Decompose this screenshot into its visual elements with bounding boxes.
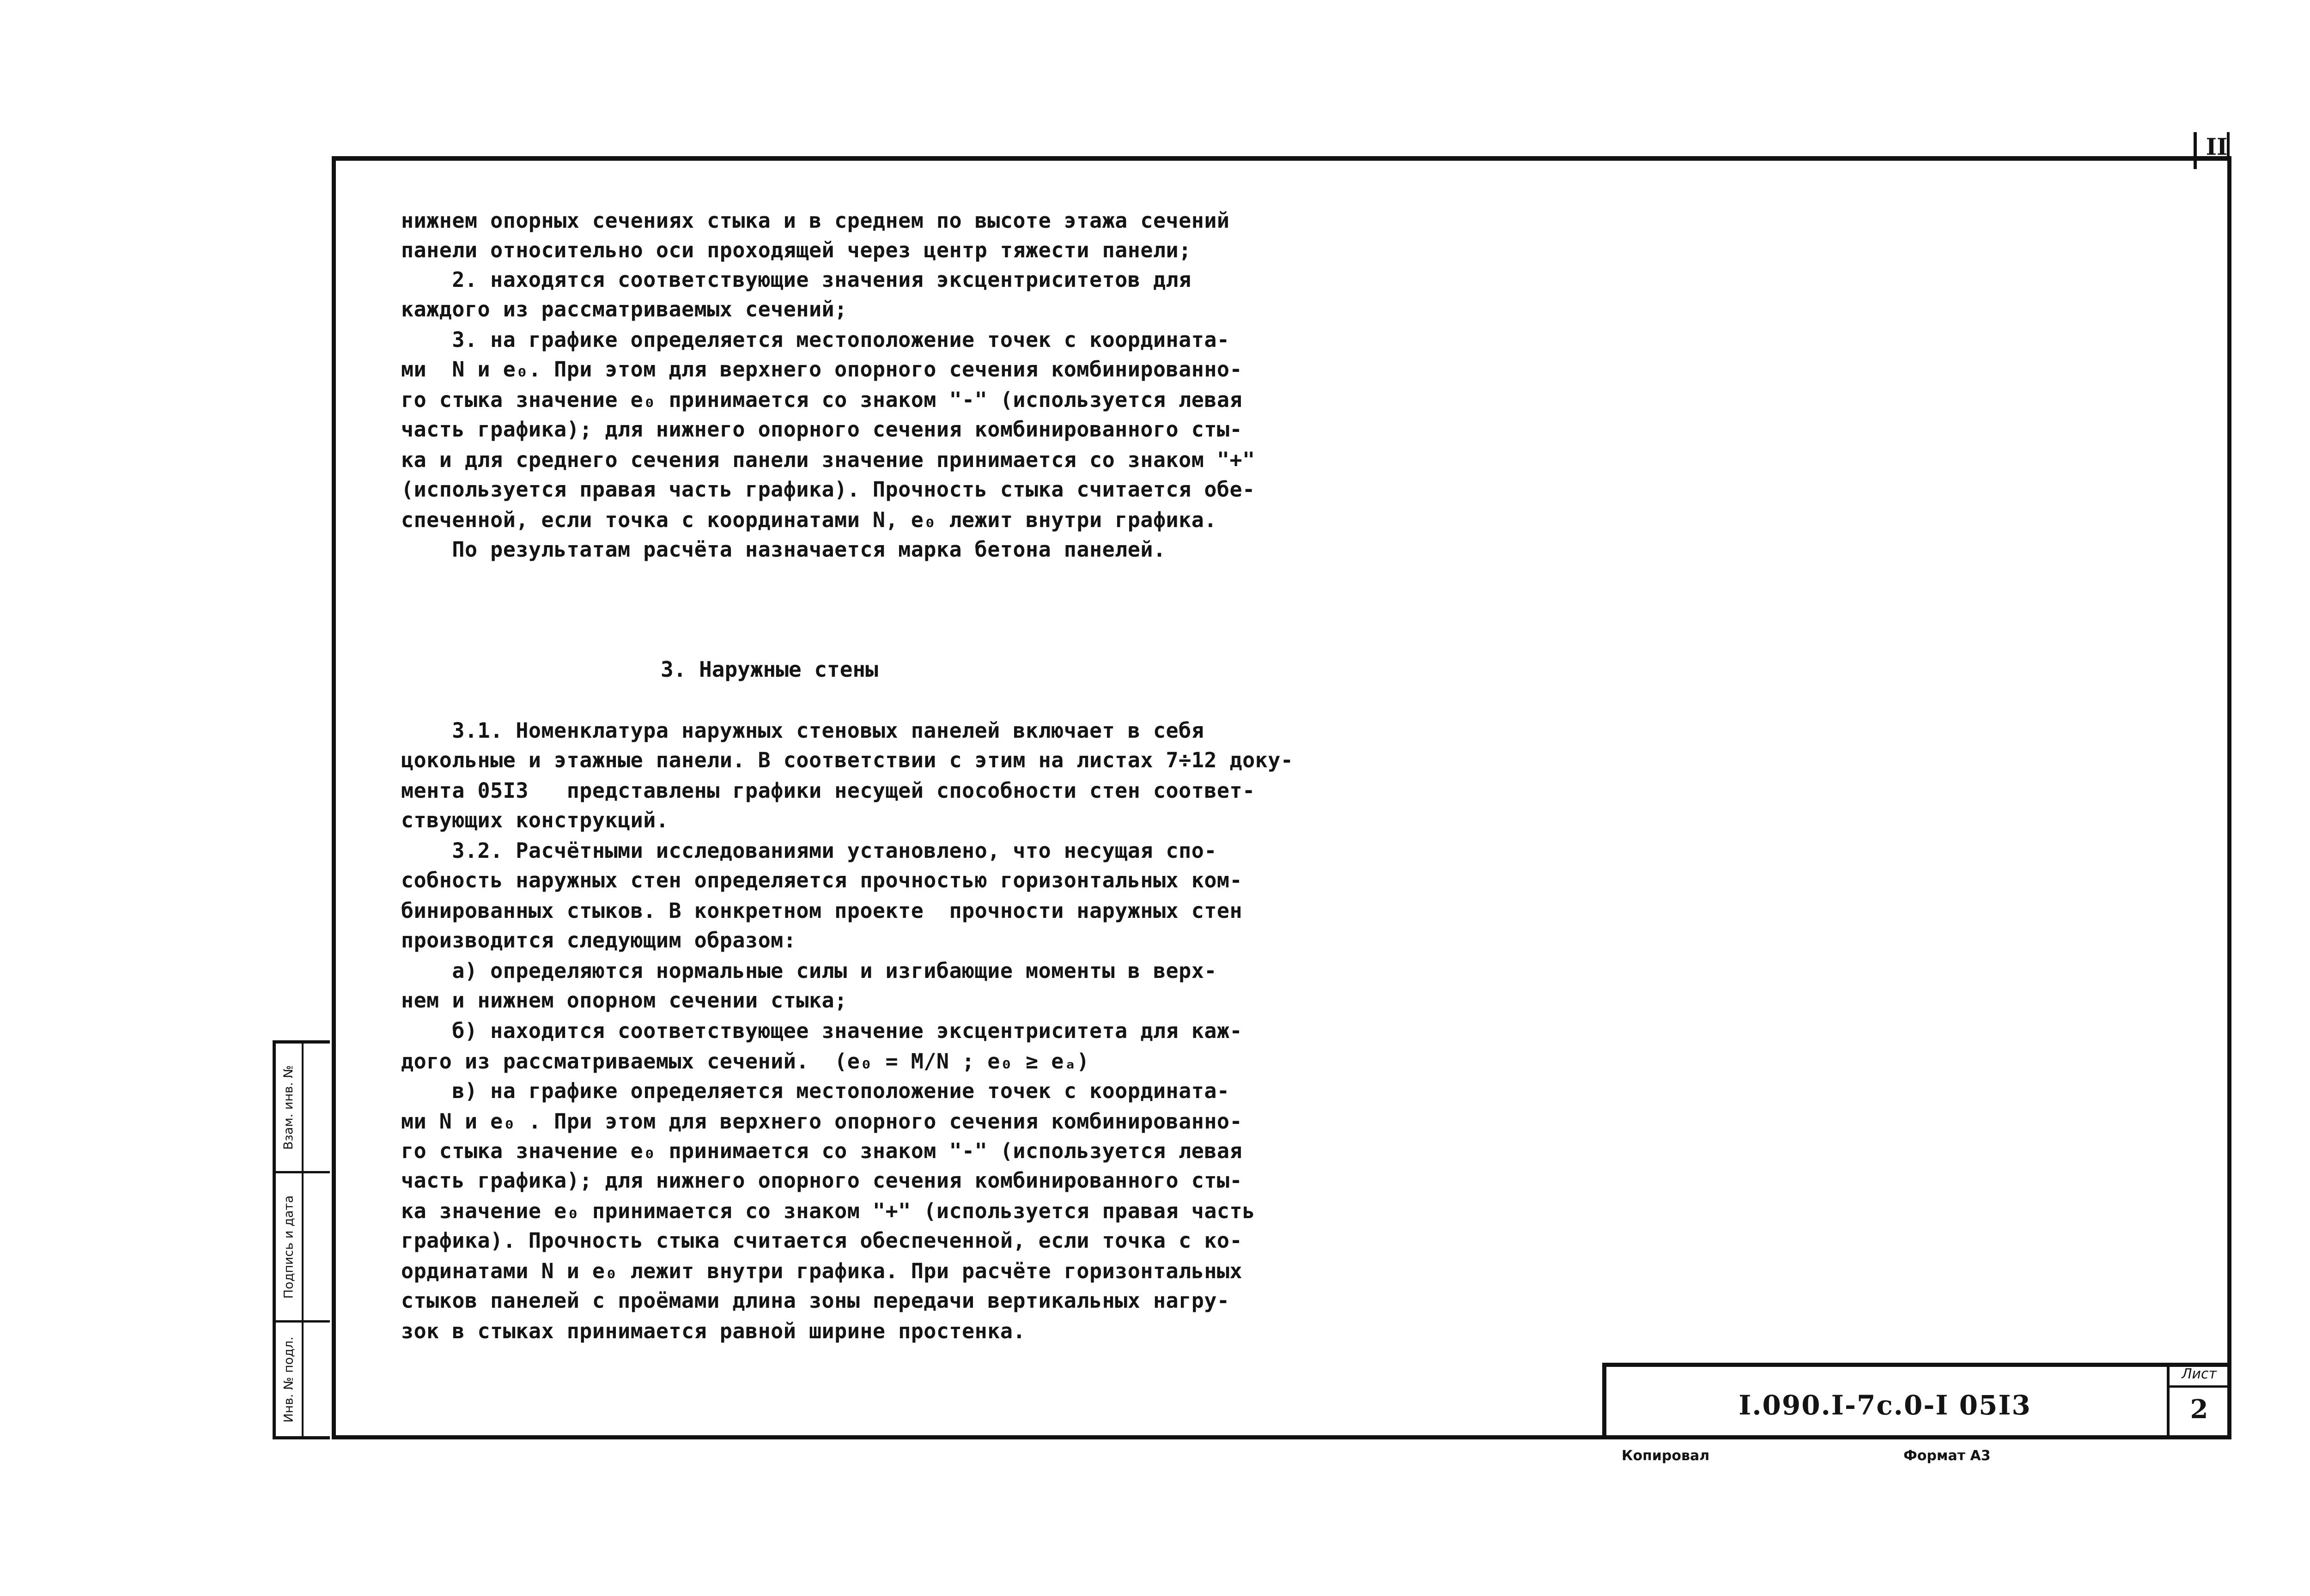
text-line: ординатами N и e₀ лежит внутри графика. При расчёте горизонтальных — [401, 1259, 1243, 1283]
text-line: (используется правая часть графика). Прочность стыка считается обе- — [401, 477, 1255, 502]
text-line: По результатам расчёта назначается марка бетона панелей. — [401, 537, 1166, 562]
text-line: го стыка значение e₀ принимается со знаком "-" (используется левая — [401, 1139, 1243, 1163]
stamp-cell-vzam — [276, 1044, 330, 1173]
text-line: 3. на графике определяется местоположение точек с координата- — [401, 328, 1230, 352]
text-line: часть графика); для нижнего опорного сечения комбинированного сты- — [401, 417, 1243, 442]
text-line: каждого из рассматриваемых сечений; — [401, 297, 847, 322]
text-line: ствующих конструкций. — [401, 808, 669, 832]
footer-format: Формат А3 — [1903, 1448, 1991, 1464]
text-line: мента 05I3 представлены графики несущей способности стен соответ- — [401, 778, 1255, 803]
top-sheet-number: II — [2206, 133, 2228, 160]
text-line: нем и нижнем опорном сечении стыка; — [401, 988, 847, 1013]
drawing-frame — [332, 156, 2231, 1439]
stamp-label-vzam: Взам. инв. № — [281, 1065, 296, 1150]
text-line: ми N и e₀ . При этом для верхнего опорного сечения комбинированно- — [401, 1109, 1243, 1134]
text-line: часть графика); для нижнего опорного сечения комбинированного сты- — [401, 1168, 1243, 1193]
text-line: стыков панелей с проёмами длина зоны передачи вертикальных нагру- — [401, 1288, 1230, 1313]
stamp-cell-podpis — [276, 1173, 330, 1323]
text-line: цокольные и этажные панели. В соответствии с этим на листах 7÷12 доку- — [401, 748, 1294, 772]
text-line: бинированных стыков. В конкретном проекте прочности наружных стен — [401, 898, 1243, 923]
text-line: дого из рассматриваемых сечений. (e₀ = M/N ; e₀ ≥ eₐ) — [401, 1049, 1089, 1074]
text-line: ка и для среднего сечения панели значение принимается со знаком "+" — [401, 448, 1255, 472]
text-line: панели относительно оси проходящей через центр тяжести панели; — [401, 238, 1191, 262]
text-line: 3.2. Расчётными исследованиями установлено, что несущая спо- — [401, 838, 1217, 863]
text-line: спеченной, если точка с координатами N, e₀ лежит внутри графика. — [401, 508, 1217, 532]
section-heading: 3. Наружные стены — [661, 657, 878, 682]
stamp-label-inv: Инв. № подл. — [281, 1336, 296, 1423]
footer-copied: Копировал — [1622, 1448, 1710, 1464]
sheet-label: Лист — [2170, 1364, 2229, 1388]
text-line: зок в стыках принимается равной ширине простенка. — [401, 1319, 1026, 1343]
text-line: б) находится соответствующее значение эксцентриситета для каж- — [401, 1019, 1243, 1043]
side-stamp — [273, 1040, 330, 1439]
text-line: производится следующим образом: — [401, 928, 796, 953]
text-line: ми N и e₀. При этом для верхнего опорного сечения комбинированно- — [401, 357, 1243, 382]
text-line: в) на графике определяется местоположение точек с координата- — [401, 1079, 1230, 1103]
text-line: нижнем опорных сечениях стыка и в среднем по высоте этажа сечений — [401, 208, 1230, 233]
text-line: графика). Прочность стыка считается обеспеченной, если точка с ко- — [401, 1228, 1243, 1253]
sheet-number: 2 — [2190, 1394, 2208, 1425]
text-line: го стыка значение e₀ принимается со знаком "-" (используется левая — [401, 388, 1243, 412]
text-line: 3.1. Номенклатура наружных стеновых панелей включает в себя — [401, 718, 1204, 743]
text-line: собность наружных стен определяется прочностью горизонтальных ком- — [401, 868, 1243, 892]
stamp-cell-inv — [276, 1323, 330, 1436]
stamp-label-podpis: Подпись и дата — [281, 1195, 296, 1299]
text-line: ка значение e₀ принимается со знаком "+" (используется правая часть — [401, 1199, 1255, 1223]
document-code: I.090.I-7c.0-I 05I3 — [1739, 1390, 2031, 1421]
text-line: а) определяются нормальные силы и изгибающие моменты в верх- — [401, 959, 1217, 983]
text-line: 2. находятся соответствующие значения эксцентриситетов для — [401, 267, 1191, 292]
